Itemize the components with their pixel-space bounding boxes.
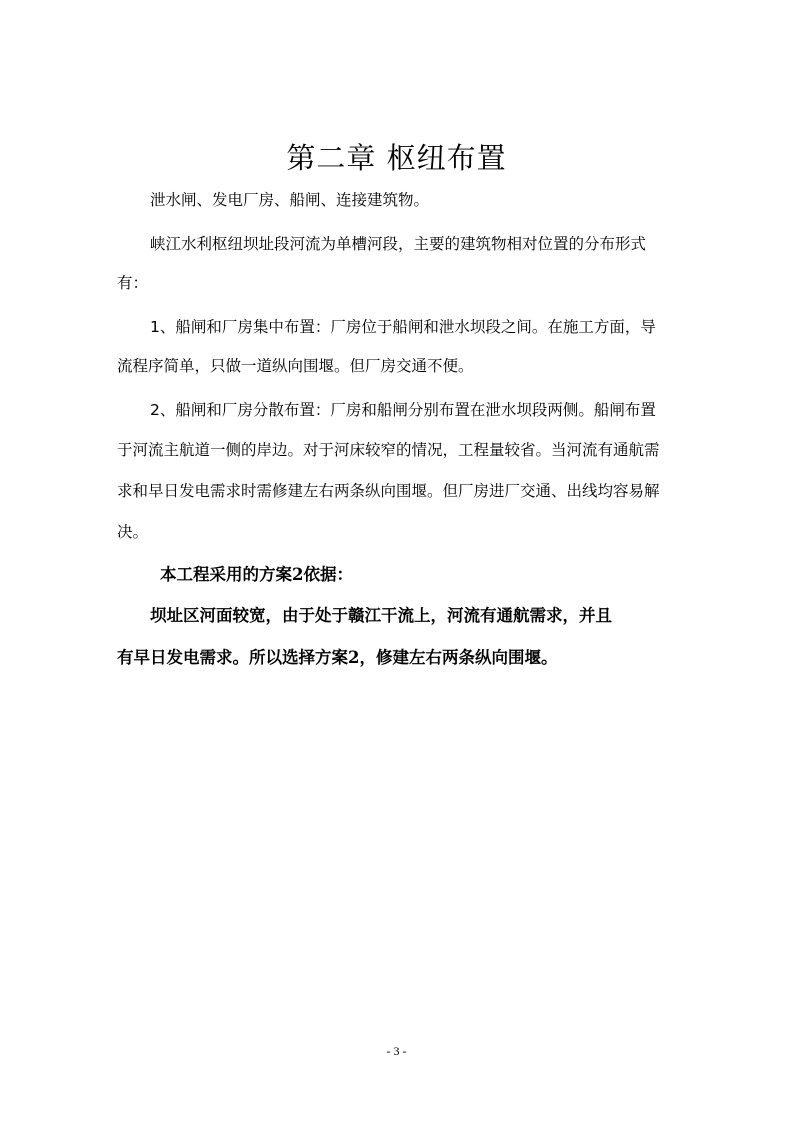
conclusion-heading: 本工程采用的方案2依据： xyxy=(160,565,353,584)
paragraph-layout-intro-line-1: 峡江水利枢纽坝址段河流为单槽河段，主要的建筑物相对位置的分布形式 xyxy=(150,235,647,253)
page-number: - 3 - xyxy=(386,1044,407,1058)
conclusion-line-2: 有早日发电需求。所以选择方案2，修建左右两条纵向围堰。 xyxy=(117,648,558,667)
paragraph-option-2-line-3: 求和早日发电需求时需修建左右两条纵向围堰。但厂房进厂交通、出线均容易解 xyxy=(117,482,660,500)
paragraph-option-1-line-1: 1、船闸和厂房集中布置：厂房位于船闸和泄水坝段之间。在施工方面，导 xyxy=(150,318,656,336)
paragraph-option-1-line-2: 流程序简单，只做一道纵向围堰。但厂房交通不便。 xyxy=(117,357,474,375)
paragraph-option-2-line-2: 于河流主航道一侧的岸边。对于河床较窄的情况，工程量较省。当河流有通航需 xyxy=(117,441,660,459)
paragraph-layout-intro-line-2: 有： xyxy=(117,274,149,292)
chapter-title: 第二章 枢纽布置 xyxy=(286,141,507,175)
paragraph-structures: 泄水闸、发电厂房、船闸、连接建筑物。 xyxy=(150,191,430,209)
paragraph-option-2-line-4: 决。 xyxy=(117,523,149,541)
conclusion-line-1: 坝址区河面较宽，由于处于赣江干流上，河流有通航需求，并且 xyxy=(150,606,612,625)
paragraph-option-2-line-1: 2、船闸和厂房分散布置：厂房和船闸分别布置在泄水坝段两侧。船闸布置 xyxy=(150,401,656,419)
